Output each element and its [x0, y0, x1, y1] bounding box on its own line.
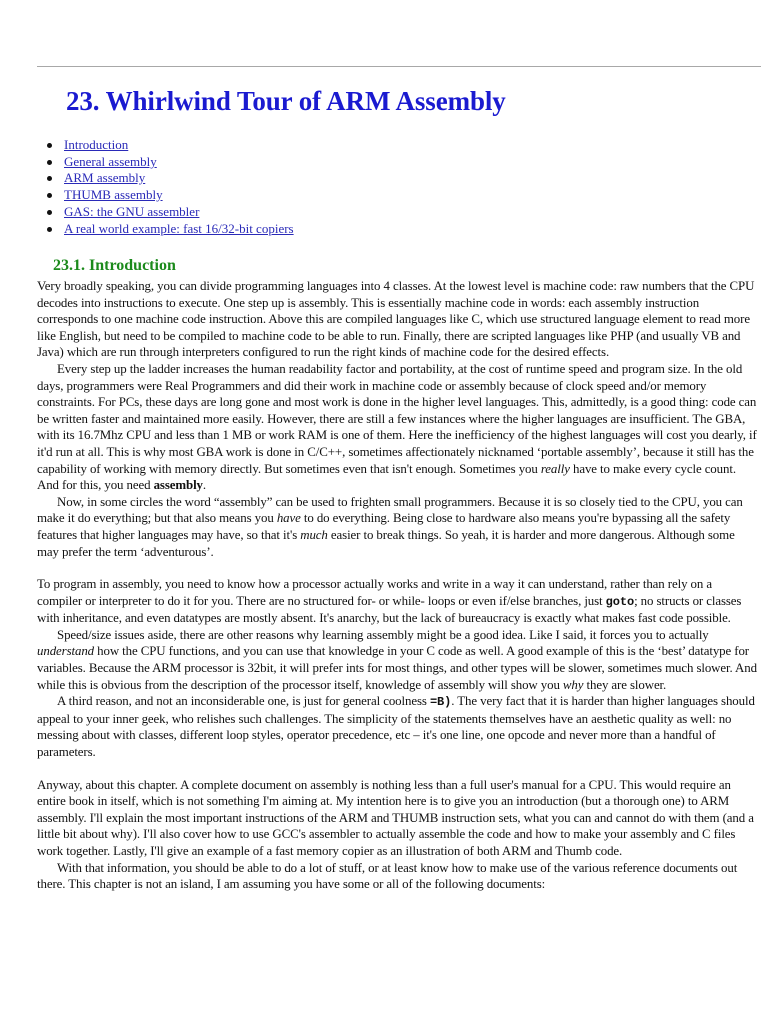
toc-link-general-assembly[interactable]: General assembly [64, 153, 157, 169]
table-of-contents [44, 137, 294, 237]
toc-item [44, 154, 294, 171]
top-divider [37, 66, 761, 67]
paragraph: With that information, you should be able to do a lot of stuff, or at least know how to make use of the various reference documents out there. This chapter is not an island, I am assuming you have some or all of the following documents: [37, 860, 738, 892]
article-body [37, 278, 759, 893]
section-heading: 23.1. Introduction [53, 257, 176, 274]
toc-link-gas[interactable]: GAS: the GNU assembler [64, 203, 200, 219]
paragraph: Every step up the ladder increases the human readability factor and portability, at the cost of runtime speed and program size. In the old days, programmers were Real Programmers and did their work in machine code or assembly because of clock speed and/or memory constraints. For PCs, these days are long gone and most work is done in the higher level languages. This, admittedly, is a good thing: code can be written faster and maintained more easily. However, there are still a few instances where the higher languages are insufficient. The GBA, with its 16.7Mhz CPU and less than 1 MB or work RAM is one of them. Here the inefficiency of the highest languages will cost you dearly, if it'd run at all. This is why most GBA work is done in C/C++, sometimes affectionately nicknamed ‘portable assembly’, because it still has the capability of working with memory directly. But sometimes even that isn't enough. Sometimes you really have to make every cycle count. And for this, you need assembly. [37, 361, 757, 493]
bullet-icon [47, 143, 52, 148]
bullet-icon [47, 227, 52, 232]
paragraph: Speed/size issues aside, there are other reasons why learning assembly might be a good idea. Like I said, it forces you to actually understand how the CPU functions, and you can use that knowledge in your C code as well. A good example of this is the ‘best’ datatype for variables. Because the ARM processor is 32bit, it will prefer ints for most things, and other types will be slower, sometimes much slower. And while this is obvious from the description of the processor itself, knowledge of assembly will show you why they are slower. [37, 627, 757, 692]
toc-item [44, 204, 294, 221]
bullet-icon [47, 176, 52, 181]
paragraph: Now, in some circles the word “assembly” can be used to frighten small programmers. Because it is so closely tied to the CPU, you can make it do everything; but that also means you have to do everything. Being close to hardware also means you're bypassing all the safety features that higher languages may have, so that it's much easier to break things. So yeah, it is harder and more dangerous. Although some may prefer the term ‘adventurous’. [37, 494, 743, 559]
paragraph: To program in assembly, you need to know how a processor actually works and write in a way it can understand, rather than rely on a compiler or interpreter to do it for you. There are no structured for- or while- loops or even if/else branches, just goto; no structs or classes with inheritance, and even datatypes are mostly absent. It's anarchy, but the lack of bureaucracy is exactly what makes fast code possible. [37, 577, 742, 626]
paragraph: A third reason, and not an inconsiderable one, is just for general coolness =B). The very fact that it is harder than higher languages should appeal to your inner geek, who relishes such challenges. The simplicity of the statements themselves have an aesthetic quality as well: no messing about with classes, different loop styles, operator precedence, etc – it's one line, one opcode and never more than a handful of parameters. [37, 694, 755, 760]
inline-code: goto [605, 594, 635, 609]
bullet-icon [47, 160, 52, 165]
toc-item [44, 137, 294, 154]
bullet-icon [47, 210, 52, 215]
toc-link-introduction[interactable]: Introduction [64, 137, 129, 152]
toc-link-real-world-example[interactable]: A real world example: fast 16/32-bit copiers [64, 220, 294, 236]
page-title: 23. Whirlwind Tour of ARM Assembly [66, 86, 506, 116]
inline-code: =B) [429, 695, 452, 710]
toc-item [44, 221, 294, 238]
toc-item [44, 170, 294, 187]
toc-link-arm-assembly[interactable]: ARM assembly [64, 170, 146, 186]
paragraph: Very broadly speaking, you can divide programming languages into 4 classes. At the lowest level is machine code: raw numbers that the CPU decodes into instructions to execute. One step up is assembly. This is essentially machine code in words: each assembly instruction corresponds to one machine code instruction. Above this are compiled languages like C, which use structured language element to read more like English, but need to be compiled to machine code to be able to run. Finally, there are scripted languages like PHP (and usually VB and Java) which are run through interpreters configured to run the right kinds of machine code for the desired effects. [37, 279, 755, 360]
paragraph: Anyway, about this chapter. A complete document on assembly is nothing less than a full user's manual for a CPU. This would require an entire book in itself, which is not something I'm aiming at. My intention here is to give you an introduction (but a thorough one) to ARM assembly. I'll explain the most important instructions of the ARM and THUMB instruction sets, what you can and cannot do with them (and a little bit about why). I'll also cover how to use GCC's assembler to actually assemble the code and how to make your assembly and C files work together. Lastly, I'll give an example of a fast memory copier as an illustration of both ARM and Thumb code. [37, 777, 754, 858]
bullet-icon [47, 193, 52, 198]
toc-link-thumb-assembly[interactable]: THUMB assembly [64, 187, 163, 203]
toc-item [44, 187, 294, 204]
